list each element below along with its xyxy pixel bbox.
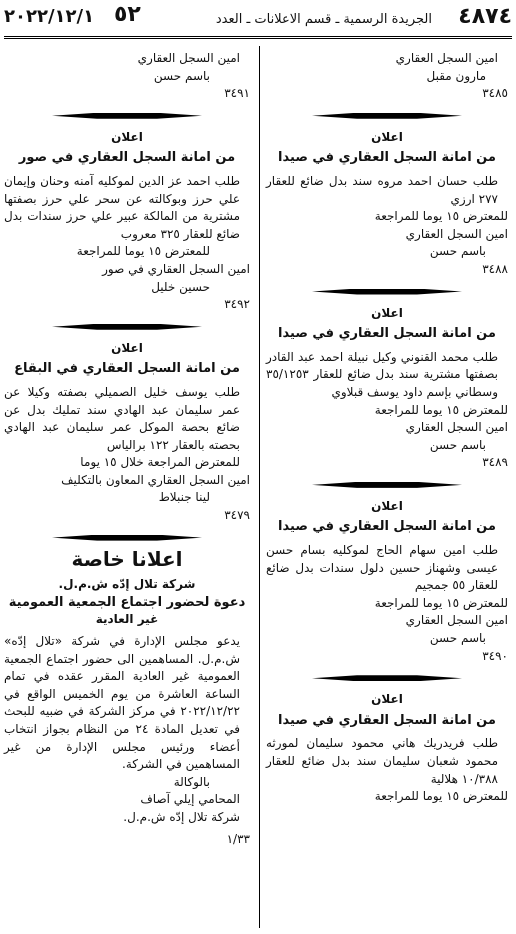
signature-title: امين السجل العقاري في صور: [102, 261, 250, 276]
section-divider: [266, 285, 508, 299]
left-column: [4, 50, 250, 848]
signature-title: امين السجل العقاري المعاون بالتكليف: [61, 472, 250, 487]
signature-title: امين السجل العقاري: [405, 226, 508, 241]
ad-label: اعلان: [371, 129, 403, 144]
ad-label: اعلان: [111, 340, 143, 355]
right-column: [266, 50, 508, 806]
issue-number: ٥٢: [114, 2, 141, 27]
notice-number: ٣٤٩٠: [482, 648, 508, 663]
ad-body: طلب يوسف خليل الصميلي بصفته وكيلا عن عمر سليمان عبد الهادي سند تمليك بدل عن ضائع بحصة الموكل عمر سليمان عبد الهادي بحصته بالعقار ١٢٢ برالياس: [4, 384, 240, 452]
signature-name: باسم حسن: [429, 244, 486, 259]
ad-review: للمعترض ١٥ يوما للمراجعة: [76, 244, 210, 259]
ad-body: طلب امين سهام الحاج لموكليه بسام حسن عيسى وشهناز حسين دلول سندات بدل ضائع للعقار ٥٥ جمجيم: [266, 543, 498, 593]
meeting-subject: دعوة لحضور اجتماع الجمعية العمومية: [8, 594, 246, 610]
signature-name: لينا جنبلاط: [158, 490, 210, 505]
invitation-body: يدعو مجلس الإدارة في شركة «تلال إدّه» ش.م.ل. المساهمين الى حضور اجتماع الجمعية العمومية غير العادية المقرر عقده في تمام الساعة العاشرة من يوم الخميس الواقع في ٢٠٢٢/١٢/٢٢ في مركز الشركة في ضبيه للبحث في تعديل المادة ٢٤ من النظام بجواز انتخاب أعضاء ورئيس مجلس الإدارة من غير المساهمين في الشركة.: [4, 634, 240, 772]
signature-title: امين السجل العقاري: [405, 613, 508, 628]
ad-label: اعلان: [371, 498, 403, 513]
signature-name: مارون مقبل: [426, 68, 486, 83]
signature-title: امين السجل العقاري: [405, 420, 508, 435]
notice-number: ٣٤٩١: [224, 86, 250, 101]
ad-review: للمعترض ١٥ يوما للمراجعة: [374, 209, 508, 224]
notice-number: ٣٤٨٥: [482, 86, 508, 101]
page-number: ٤٨٧٤: [458, 4, 512, 29]
signature-title: امين السجل العقاري: [395, 51, 498, 65]
ad-body: طلب محمد القنوني وكيل نبيلة احمد عبد القادر بصفتها مشترية سند بدل ضائع للعقار ٣٥/١٢٥٣ وسطاني بإسم داود يوسف قبلاوي: [266, 349, 498, 399]
notice-number: ٣٤٧٩: [224, 508, 250, 523]
signature-name: حسين خليل: [151, 279, 210, 294]
section-divider: [266, 109, 508, 123]
notice-number: ٣٤٨٩: [482, 455, 508, 470]
signature-name: باسم حسن: [429, 631, 486, 646]
notice-number: ٣٤٩٢: [224, 297, 250, 312]
column-divider: [259, 46, 260, 928]
ad-directorate: من امانة السجل العقاري في صيدا: [278, 712, 496, 728]
signature-title: امين السجل العقاري: [137, 51, 240, 65]
by-agency: بالوكالة: [173, 774, 210, 789]
ad-body: طلب احمد عز الدين لموكليه آمنه وحنان وإيمان علي حرز وبوكالته عن سحر علي حرز بصفتها مشترية من المالكة عبير علي حرز سندات بدل ضائع للعقار ٣٢٥ معروب: [4, 173, 240, 241]
header-rule: [4, 36, 512, 39]
ad-review: للمعترض ١٥ يوما للمراجعة: [374, 402, 508, 417]
company-signature: شركة تلال إدّه ش.م.ل.: [123, 809, 240, 824]
notice-number: ١/٣٣: [226, 831, 250, 846]
section-divider: [4, 320, 250, 334]
section-divider: [266, 671, 508, 685]
ad-review: للمعترض ١٥ يوما للمراجعة: [374, 789, 508, 804]
meeting-subject-line2: غير العادية: [95, 612, 159, 627]
special-ads-heading: اعلانا خاصة: [71, 546, 183, 571]
lawyer-name: المحامي إيلي آصاف: [140, 792, 240, 807]
notice-number: ٣٤٨٨: [482, 261, 508, 276]
page-header: [4, 4, 512, 34]
ad-label: اعلان: [111, 129, 143, 144]
ad-body: طلب فريدريك هاني محمود سليمان لمورثه محمود شعبان سليمان سند بدل ضائع للعقار ١٠/٣٨٨ هلالية: [266, 736, 498, 786]
ad-directorate: من امانة السجل العقاري في صور: [18, 150, 236, 166]
ad-directorate: من امانة السجل العقاري في صيدا: [278, 519, 496, 535]
section-divider: [266, 478, 508, 492]
company-name: شركة تلال إدّه ش.م.ل.: [58, 577, 196, 592]
ad-directorate: من امانة السجل العقاري في صيدا: [278, 326, 496, 342]
signature-name: باسم حسن: [429, 437, 486, 452]
issue-date: ٢٠٢٢/١٢/١: [4, 6, 95, 27]
section-divider: [4, 531, 250, 545]
ad-label: اعلان: [371, 305, 403, 320]
ad-review: للمعترض ١٥ يوما للمراجعة: [374, 595, 508, 610]
section-divider: [4, 109, 250, 123]
ad-directorate: من امانة السجل العقاري في البقاع: [14, 361, 240, 377]
ad-body: طلب حسان احمد مروه سند بدل ضائع للعقار ٢٧٧ ارزي: [266, 173, 498, 206]
ad-review: للمعترض المراجعة خلال ١٥ يوما: [80, 455, 240, 470]
ad-label: اعلان: [371, 692, 403, 707]
gazette-title: الجريدة الرسمية ـ قسم الاعلانات ـ العدد: [215, 12, 432, 27]
signature-name: باسم حسن: [153, 68, 210, 83]
ad-directorate: من امانة السجل العقاري في صيدا: [278, 150, 496, 166]
